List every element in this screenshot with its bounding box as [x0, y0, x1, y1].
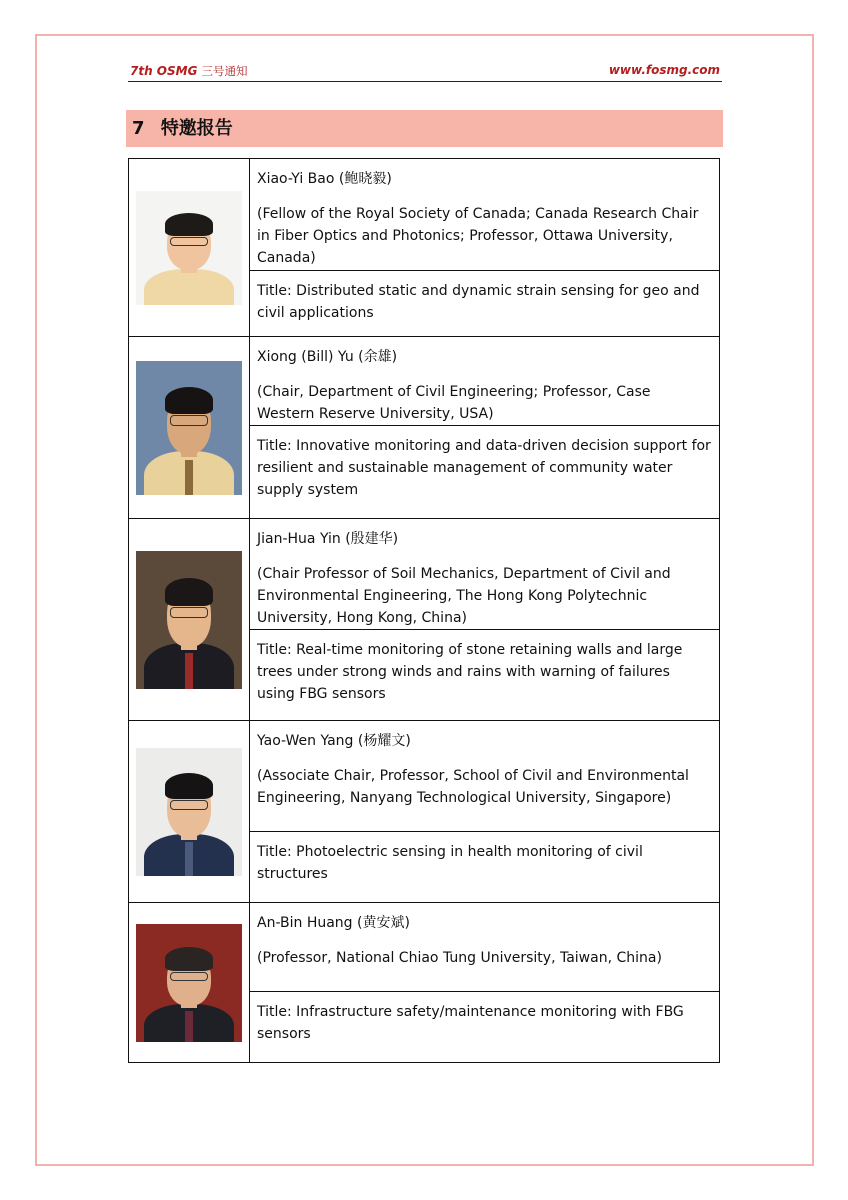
- photo-tie: [185, 842, 193, 875]
- photo-cell: [129, 721, 250, 902]
- photo-glasses: [170, 607, 208, 618]
- website-link[interactable]: www.fosmg.com: [608, 63, 720, 77]
- speaker-affiliation: (Chair, Department of Civil Engineering; Professor, Case Western Reserve University, USA): [257, 384, 651, 422]
- photo-cell: [129, 903, 250, 1062]
- speaker-photo: [136, 551, 242, 689]
- speaker-name: Jian-Hua Yin (殷建华): [257, 531, 399, 547]
- talk-info: [250, 630, 719, 720]
- speaker-name: Xiong (Bill) Yu (余雄): [257, 349, 398, 365]
- speaker-info: [250, 159, 719, 271]
- speaker-row: [129, 902, 719, 1062]
- speaker-affiliation: (Fellow of the Royal Society of Canada; Canada Research Chair in Fiber Optics and Photonics; Professor, Ottawa University, Canada): [257, 206, 699, 266]
- photo-tie: [185, 653, 193, 689]
- photo-glasses: [170, 972, 208, 981]
- info-cell: [250, 159, 719, 336]
- talk-title: Title: Real-time monitoring of stone retaining walls and large trees under strong winds and rains with warning of failures using FBG sensors: [257, 642, 683, 702]
- speaker-row: [129, 518, 719, 720]
- info-cell: [250, 903, 719, 1062]
- speaker-photo: [136, 361, 242, 495]
- photo-cell: [129, 519, 250, 720]
- speaker-row: [129, 720, 719, 902]
- section-number: 7: [132, 118, 145, 139]
- photo-cell: [129, 159, 250, 336]
- photo-glasses: [170, 800, 208, 810]
- photo-glasses: [170, 237, 208, 246]
- info-cell: [250, 519, 719, 720]
- speaker-info: [250, 519, 719, 630]
- speaker-name: Xiao-Yi Bao (鲍晓毅): [257, 171, 392, 187]
- speaker-affiliation: (Associate Chair, Professor, School of Civil and Environmental Engineering, Nanyang Technological University, Singapore): [257, 768, 689, 806]
- speaker-affiliation: (Professor, National Chiao Tung University, Taiwan, China): [257, 950, 662, 966]
- photo-hair: [165, 213, 214, 236]
- page-header: [128, 60, 722, 82]
- info-cell: [250, 721, 719, 902]
- photo-tie: [185, 460, 193, 495]
- speaker-affiliation: (Chair Professor of Soil Mechanics, Department of Civil and Environmental Engineering, The Hong Kong Polytechnic University, Hong Kong, China): [257, 566, 671, 626]
- speaker-name: An-Bin Huang (黄安斌): [257, 915, 410, 931]
- speaker-name: Yao-Wen Yang (杨耀文): [257, 733, 411, 749]
- photo-glasses: [170, 415, 208, 426]
- talk-info: [250, 832, 719, 902]
- conference-label: 7th OSMG: [130, 64, 198, 78]
- speaker-info: [250, 721, 719, 832]
- talk-info: [250, 426, 719, 518]
- speaker-row: [129, 336, 719, 518]
- photo-cell: [129, 337, 250, 518]
- photo-tie: [185, 1011, 193, 1042]
- talk-title: Title: Innovative monitoring and data-driven decision support for resilient and sustainable management of community water supply system: [257, 438, 711, 498]
- photo-hair: [165, 773, 214, 799]
- speaker-info: [250, 337, 719, 426]
- photo-shirt: [144, 269, 233, 305]
- speaker-photo: [136, 924, 242, 1042]
- section-heading: [126, 110, 723, 147]
- info-cell: [250, 337, 719, 518]
- talk-info: [250, 992, 719, 1062]
- speaker-row: [129, 159, 719, 336]
- speaker-photo: [136, 191, 242, 305]
- talk-title: Title: Distributed static and dynamic strain sensing for geo and civil applications: [257, 283, 700, 321]
- header-left: [130, 63, 247, 79]
- photo-hair: [165, 947, 214, 971]
- talk-info: [250, 271, 719, 336]
- photo-hair: [165, 387, 214, 414]
- speaker-photo: [136, 748, 242, 876]
- notice-label: 三号通知: [201, 64, 248, 78]
- photo-hair: [165, 578, 214, 606]
- talk-title: Title: Photoelectric sensing in health monitoring of civil structures: [257, 844, 643, 882]
- speaker-table: [128, 158, 720, 1063]
- speaker-info: [250, 903, 719, 992]
- talk-title: Title: Infrastructure safety/maintenance monitoring with FBG sensors: [257, 1004, 684, 1042]
- section-title: 特邀报告: [160, 118, 233, 139]
